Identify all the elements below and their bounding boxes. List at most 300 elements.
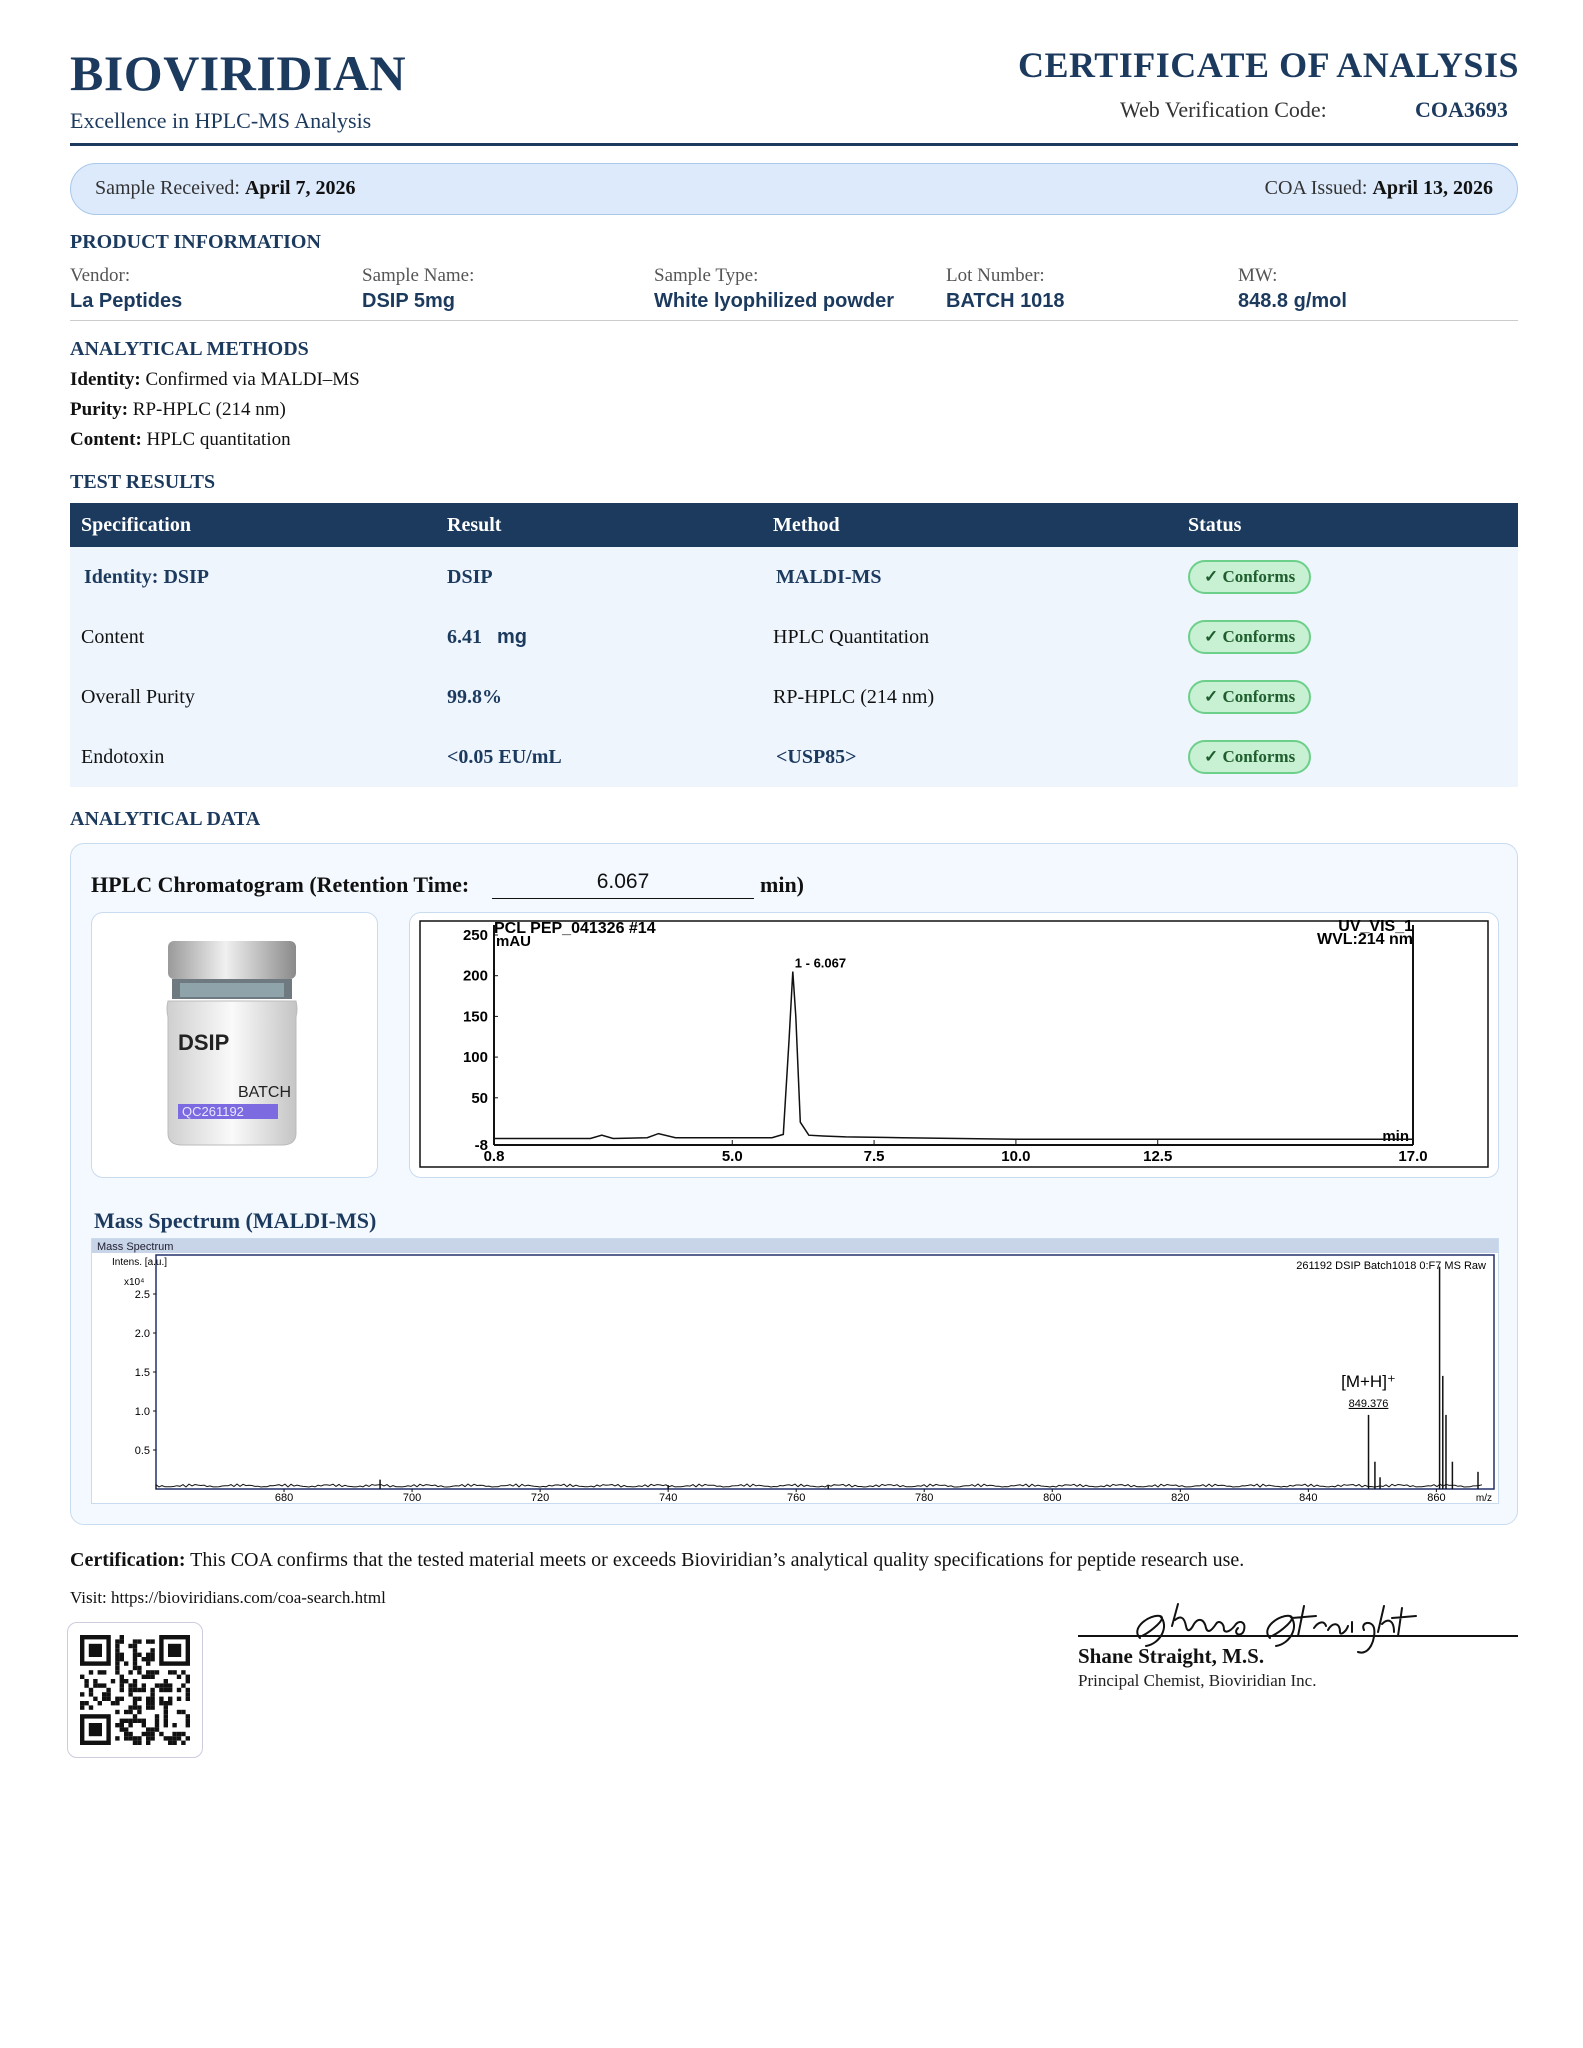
method-identity-label: Identity: (70, 369, 141, 390)
x-tick-label: 760 (787, 1492, 806, 1503)
received-label: Sample Received: (95, 177, 240, 199)
qr-module (150, 1670, 154, 1674)
qr-module (80, 1705, 84, 1709)
row-spec: Identity: DSIP (70, 547, 436, 607)
qr-module (159, 1732, 163, 1736)
vendor-label: Vendor: (70, 265, 131, 286)
qr-module (133, 1666, 137, 1670)
method-content-value: HPLC quantitation (146, 429, 291, 450)
qr-module (164, 1679, 168, 1683)
x-axis-label: m/z (1475, 1493, 1492, 1503)
qr-module (142, 1683, 146, 1687)
qr-module (124, 1732, 128, 1736)
qr-module (133, 1714, 137, 1718)
qr-module (146, 1670, 150, 1674)
qr-module (181, 1741, 185, 1745)
qr-module (146, 1732, 150, 1736)
qr-module (150, 1653, 154, 1657)
received-value: April 7, 2026 (244, 177, 356, 199)
x-tick-label: 700 (402, 1492, 422, 1503)
table-row (70, 727, 1518, 787)
qr-module (168, 1736, 172, 1740)
qr-module (133, 1657, 137, 1661)
qr-module (120, 1679, 124, 1683)
qr-module (111, 1679, 115, 1683)
ion-annotation: [M+H]⁺ (1341, 1371, 1396, 1391)
qr-module (115, 1648, 119, 1652)
qr-module (133, 1683, 137, 1687)
table-row (70, 667, 1518, 727)
sample-type-label: Sample Type: (654, 265, 759, 286)
x-tick-label: 720 (530, 1492, 550, 1503)
qr-module (146, 1653, 150, 1657)
row-method: <USP85> (762, 727, 1177, 787)
qr-module (177, 1688, 181, 1692)
qr-module (133, 1688, 137, 1692)
qr-module (150, 1657, 154, 1661)
x-tick-label: 5.0 (721, 1148, 743, 1165)
qr-module (186, 1688, 190, 1692)
sample-name-label: Sample Name: (362, 265, 475, 286)
panel-label: Mass Spectrum (97, 1241, 174, 1253)
signature-line (1078, 1635, 1518, 1637)
qr-module (128, 1692, 132, 1696)
dates-band (70, 163, 1518, 215)
qr-module (133, 1741, 137, 1745)
qr-module (142, 1675, 146, 1679)
qr-module (124, 1727, 128, 1731)
qr-module (137, 1710, 141, 1714)
qr-code[interactable] (67, 1622, 203, 1758)
qr-module (186, 1736, 190, 1740)
qr-module (150, 1736, 154, 1740)
qr-module (80, 1701, 84, 1705)
x-tick-label: 680 (274, 1492, 294, 1503)
qr-module (133, 1736, 137, 1740)
qr-module (106, 1697, 110, 1701)
qr-module (128, 1670, 132, 1674)
qr-module (115, 1736, 119, 1740)
row-status (1177, 607, 1518, 667)
qr-module (115, 1657, 119, 1661)
qr-module (115, 1710, 119, 1714)
qr-module (133, 1639, 137, 1643)
mw-label: MW: (1238, 265, 1278, 286)
method-purity-value: RP-HPLC (214 nm) (132, 399, 286, 420)
qr-module (146, 1705, 150, 1709)
results-header-row (70, 503, 1518, 547)
x-axis-label: min (1382, 1128, 1409, 1145)
row-method: MALDI-MS (762, 547, 1177, 607)
qr-module (137, 1705, 141, 1709)
col-status: Status (1177, 503, 1518, 547)
qr-module (172, 1723, 176, 1727)
qr-module (186, 1697, 190, 1701)
certification-label: Certification: (70, 1549, 186, 1571)
qr-module (146, 1639, 150, 1643)
qr-module (80, 1675, 84, 1679)
header-divider (70, 143, 1518, 146)
y-tick-label: 250 (462, 927, 488, 944)
qr-module (84, 1679, 88, 1683)
qr-module (124, 1719, 128, 1723)
col-method: Method (762, 503, 1177, 547)
y-tick-label: 0.5 (134, 1445, 150, 1457)
qr-module (115, 1670, 119, 1674)
x-tick-label: 800 (1043, 1492, 1062, 1503)
row-result: 99.8% (436, 667, 762, 727)
qr-module (186, 1714, 190, 1718)
qr-module (98, 1683, 102, 1687)
x-tick-label: 860 (1427, 1492, 1446, 1503)
qr-module (133, 1644, 137, 1648)
qr-module (120, 1719, 124, 1723)
qr-module (150, 1705, 154, 1709)
qr-module (115, 1644, 119, 1648)
vial-name: DSIP (178, 1030, 230, 1055)
qr-module (150, 1648, 154, 1652)
qr-module (102, 1670, 106, 1674)
qr-module (142, 1657, 146, 1661)
qr-module (164, 1723, 168, 1727)
brand-logo: BIOVIRIDIAN (70, 45, 407, 101)
col-result: Result (436, 503, 762, 547)
peak-label: 1 - 6.067 (794, 955, 847, 971)
qr-module (133, 1661, 137, 1665)
y-tick-label: 150 (462, 1008, 488, 1026)
qr-module (133, 1701, 137, 1705)
issued-label: COA Issued: (1264, 177, 1368, 199)
certification-statement (70, 1549, 1244, 1572)
vial-batch: BATCH (238, 1084, 292, 1101)
qr-module (137, 1697, 141, 1701)
y-tick-label: 1.5 (134, 1367, 150, 1379)
row-status (1177, 727, 1518, 787)
qr-module (93, 1697, 97, 1701)
row-result: <0.05 EU/mL (436, 727, 762, 787)
analytical-data-heading: ANALYTICAL DATA (70, 808, 261, 830)
qr-module (142, 1732, 146, 1736)
qr-module (164, 1701, 168, 1705)
qr-module (120, 1635, 124, 1639)
qr-module (164, 1714, 168, 1718)
results-table (70, 503, 1518, 787)
qr-module (115, 1701, 119, 1705)
qr-module (150, 1697, 154, 1701)
qr-module (128, 1719, 132, 1723)
qr-module (155, 1727, 159, 1731)
mass-spectrum-plot (92, 1239, 1498, 1503)
qr-module (186, 1723, 190, 1727)
x-tick-label: 820 (1171, 1492, 1190, 1503)
qr-finder-core (168, 1644, 181, 1657)
qr-module (124, 1736, 128, 1740)
sample-type-value: White lyophilized powder (654, 290, 894, 312)
qr-module (102, 1697, 106, 1701)
qr-module (155, 1683, 159, 1687)
y-multiplier: x10⁴ (124, 1277, 145, 1288)
signer-name: Shane Straight, M.S. (1078, 1644, 1265, 1668)
qr-module (137, 1741, 141, 1745)
qr-module (150, 1701, 154, 1705)
qr-module (177, 1675, 181, 1679)
qr-module (128, 1732, 132, 1736)
method-purity (70, 399, 286, 421)
methods-heading: ANALYTICAL METHODS (70, 338, 309, 360)
qr-module (128, 1723, 132, 1727)
peak-label: 849.376 (1348, 1397, 1389, 1410)
qr-module (186, 1719, 190, 1723)
row-result (436, 607, 762, 667)
qr-module (128, 1710, 132, 1714)
visit-link[interactable]: Visit: https://bioviridians.com/coa-search.html (70, 1588, 386, 1607)
qr-module (137, 1653, 141, 1657)
qr-module (168, 1701, 172, 1705)
qr-module (146, 1736, 150, 1740)
qr-module (146, 1701, 150, 1705)
chart-header-left: PCL PEP_041326 #14 (494, 920, 656, 937)
vial-image (91, 912, 378, 1178)
method-content (70, 429, 291, 451)
document-title: CERTIFICATE OF ANALYSIS (1017, 45, 1519, 85)
qr-module (115, 1639, 119, 1643)
result-value: 6.41 (447, 625, 482, 648)
qr-module (150, 1688, 154, 1692)
qr-module (164, 1705, 168, 1709)
qr-module (177, 1697, 181, 1701)
x-tick-label: 840 (1299, 1492, 1318, 1503)
qr-module (98, 1701, 102, 1705)
qr-module (106, 1688, 110, 1692)
row-method: HPLC Quantitation (762, 607, 1177, 667)
qr-module (137, 1639, 141, 1643)
qr-finder-core (89, 1644, 102, 1657)
qr-module (150, 1727, 154, 1731)
row-status (1177, 547, 1518, 607)
vendor-value: La Peptides (70, 290, 183, 312)
qr-module (120, 1639, 124, 1643)
qr-module (120, 1653, 124, 1657)
chart-header-right: UV_VIS_1 (1338, 918, 1413, 935)
qr-module (159, 1697, 163, 1701)
qr-module (150, 1639, 154, 1643)
qr-module (150, 1732, 154, 1736)
qr-module (155, 1719, 159, 1723)
y-tick-label: 2.0 (134, 1328, 150, 1340)
qr-module (168, 1688, 172, 1692)
status-badge: ✓ Conforms (1188, 740, 1311, 774)
chart-header-right-2: WVL:214 nm (1316, 931, 1413, 948)
test-results-heading: TEST RESULTS (70, 471, 216, 493)
qr-module (124, 1661, 128, 1665)
col-specification: Specification (70, 503, 436, 547)
x-tick-label: 10.0 (1001, 1148, 1031, 1165)
qr-module (186, 1692, 190, 1696)
chart-frame (420, 921, 1488, 1167)
qr-module (133, 1719, 137, 1723)
qr-module (177, 1736, 181, 1740)
qr-module (142, 1719, 146, 1723)
qr-module (120, 1723, 124, 1727)
method-identity (70, 369, 360, 391)
qr-module (124, 1710, 128, 1714)
qr-module (115, 1697, 119, 1701)
qr-module (120, 1727, 124, 1731)
qr-module (172, 1736, 176, 1740)
qr-module (120, 1683, 124, 1687)
qr-module (186, 1679, 190, 1683)
tagline: Excellence in HPLC-MS Analysis (70, 108, 372, 133)
row-result: DSIP (436, 547, 762, 607)
chromatogram-plot (410, 913, 1498, 1177)
qr-module (137, 1719, 141, 1723)
qr-module (181, 1670, 185, 1674)
status-badge: ✓ Conforms (1188, 560, 1311, 594)
qr-module (120, 1657, 124, 1661)
qr-module (115, 1661, 119, 1665)
row-method: RP-HPLC (214 nm) (762, 667, 1177, 727)
qr-module (80, 1692, 84, 1696)
y-tick-label: -8 (474, 1137, 488, 1154)
y-tick-label: 2.5 (134, 1289, 150, 1301)
qr-module (120, 1675, 124, 1679)
qr-module (146, 1697, 150, 1701)
row-spec: Overall Purity (70, 667, 436, 727)
method-identity-value: Confirmed via MALDI–MS (145, 369, 360, 390)
qr-module (155, 1723, 159, 1727)
mass-spectrum-title: Mass Spectrum (MALDI-MS) (94, 1208, 377, 1233)
sample-received (95, 177, 356, 200)
qr-module (159, 1688, 163, 1692)
hplc-chromatogram (409, 912, 1499, 1178)
status-badge: ✓ Conforms (1188, 620, 1311, 654)
result-unit: mg (497, 625, 527, 648)
qr-module (159, 1683, 163, 1687)
qr-module (186, 1675, 190, 1679)
qr-module (120, 1697, 124, 1701)
qr-module (155, 1714, 159, 1718)
qr-module (137, 1688, 141, 1692)
qr-module (128, 1644, 132, 1648)
qr-module (133, 1679, 137, 1683)
qr-module (128, 1736, 132, 1740)
row-status (1177, 667, 1518, 727)
qr-module (146, 1657, 150, 1661)
lot-number-label: Lot Number: (946, 265, 1045, 286)
x-tick-label: 780 (915, 1492, 934, 1503)
table-row (70, 607, 1518, 667)
qr-module (89, 1705, 93, 1709)
qr-module (102, 1692, 106, 1696)
qr-module (146, 1741, 150, 1745)
qr-module (142, 1723, 146, 1727)
verification-label: Web Verification Code: (1120, 97, 1327, 122)
certification-text: This COA confirms that the tested material meets or exceeds Bioviridian’s analytical quality specifications for peptide research use. (190, 1549, 1245, 1571)
spectrum-header: 261192 DSIP Batch1018 0:F7 MS Raw (1296, 1260, 1486, 1272)
row-spec: Content (70, 607, 436, 667)
row-spec: Endotoxin (70, 727, 436, 787)
qr-module (137, 1736, 141, 1740)
qr-module (172, 1732, 176, 1736)
qr-module (168, 1741, 172, 1745)
retention-time-value: 6.067 (492, 870, 754, 899)
qr-module (98, 1670, 102, 1674)
qr-module (164, 1736, 168, 1740)
qr-module (128, 1683, 132, 1687)
qr-module (128, 1705, 132, 1709)
mw-value: 848.8 g/mol (1238, 290, 1347, 312)
qr-module (146, 1675, 150, 1679)
qr-module (177, 1710, 181, 1714)
qr-module (120, 1688, 124, 1692)
qr-finder-core (89, 1723, 102, 1736)
qr-module (137, 1666, 141, 1670)
y-tick-label: 1.0 (134, 1406, 150, 1418)
qr-module (142, 1688, 146, 1692)
coa-issued (1265, 177, 1493, 200)
x-tick-label: 17.0 (1398, 1148, 1428, 1165)
panel-header-bar (92, 1239, 1498, 1253)
vial-illustration (92, 913, 377, 1177)
qr-module (159, 1701, 163, 1705)
mass-spectrum (91, 1238, 1499, 1504)
qr-module (172, 1741, 176, 1745)
method-content-label: Content: (70, 429, 142, 450)
x-tick-label: 12.5 (1143, 1148, 1173, 1165)
qr-module (181, 1683, 185, 1687)
qr-module (146, 1727, 150, 1731)
qr-module (89, 1692, 93, 1696)
qr-module (128, 1688, 132, 1692)
qr-module (164, 1710, 168, 1714)
signer-role: Principal Chemist, Bioviridian Inc. (1078, 1671, 1317, 1690)
y-tick-label: 50 (471, 1089, 488, 1107)
qr-module (111, 1701, 115, 1705)
qr-module (137, 1670, 141, 1674)
x-tick-label: 7.5 (863, 1148, 885, 1165)
qr-module (181, 1710, 185, 1714)
qr-module (168, 1683, 172, 1687)
qr-module (89, 1688, 93, 1692)
lot-number-value: BATCH 1018 (946, 290, 1065, 312)
table-row (70, 547, 1518, 607)
sample-name-value: DSIP 5mg (362, 290, 455, 312)
y-tick-label: 200 (462, 967, 488, 985)
qr-module (133, 1705, 137, 1709)
status-badge: ✓ Conforms (1188, 680, 1311, 714)
qr-module (93, 1683, 97, 1687)
y-axis-label: mAU (496, 933, 532, 950)
qr-module (133, 1697, 137, 1701)
vial-code: QC261192 (182, 1104, 244, 1119)
method-purity-label: Purity: (70, 399, 129, 420)
qr-module (84, 1683, 88, 1687)
qr-module (168, 1670, 172, 1674)
qr-module (133, 1653, 137, 1657)
qr-module (102, 1683, 106, 1687)
product-info-heading: PRODUCT INFORMATION (70, 231, 321, 253)
qr-module (84, 1701, 88, 1705)
qr-module (106, 1692, 110, 1696)
qr-module (164, 1683, 168, 1687)
qr-module (172, 1670, 176, 1674)
x-tick-label: 740 (658, 1492, 678, 1503)
qr-module (181, 1732, 185, 1736)
x-tick-label: 0.8 (483, 1148, 505, 1165)
qr-module (164, 1688, 168, 1692)
plot-frame (156, 1255, 1494, 1489)
y-tick-label: 100 (462, 1049, 488, 1067)
